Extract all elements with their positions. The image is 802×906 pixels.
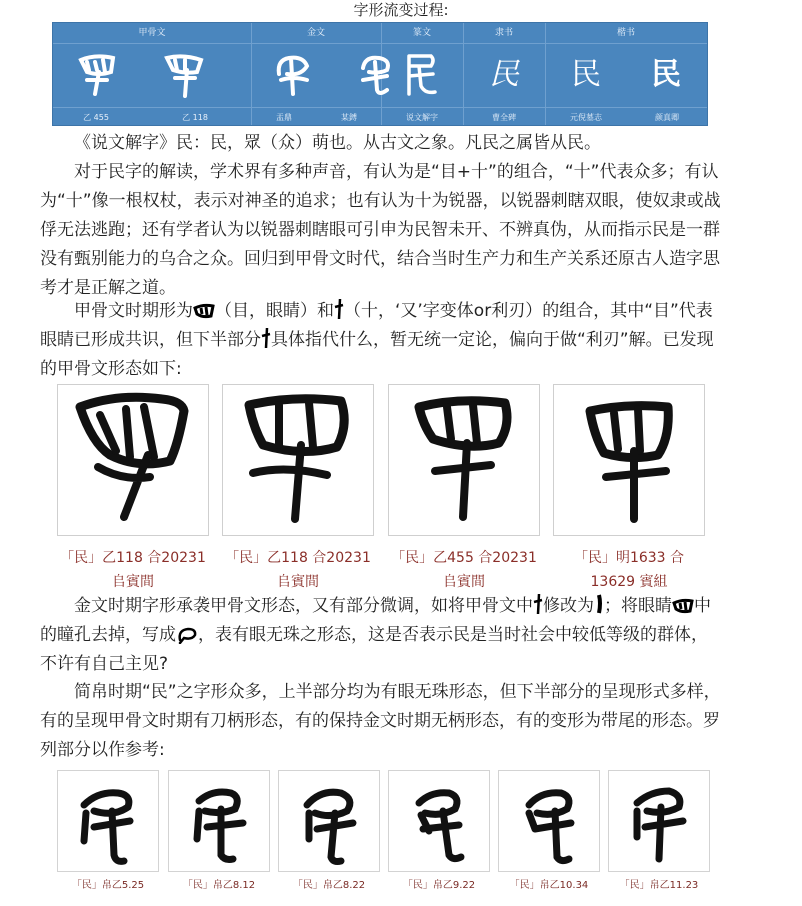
bamboo-glyph-2 — [169, 771, 269, 871]
bamboo-period-paragraph — [40, 678, 722, 765]
bamboo-caption: 「民」帛乙5.25 — [71, 880, 145, 891]
header-clerical: 隶书 — [494, 28, 513, 38]
bamboo-image — [278, 770, 380, 872]
bamboo-image — [498, 770, 600, 872]
blade-component-icon — [261, 327, 271, 349]
blade-component-icon — [334, 298, 344, 320]
evolution-source-row — [53, 107, 707, 127]
evolution-glyph-row — [53, 44, 707, 106]
header-regular: 楷书 — [616, 28, 635, 38]
oracle-image — [222, 384, 374, 536]
bamboo-glyph-3 — [279, 771, 379, 871]
bamboo-caption: 「民」帛乙10.34 — [509, 880, 589, 891]
oracle-form-2-glyph — [161, 50, 207, 100]
evolution-table — [52, 22, 708, 126]
oracle-caption-line: 13629 賓組 — [590, 574, 668, 590]
bamboo-caption: 「民」帛乙8.22 — [292, 880, 366, 891]
text-run: （目，眼睛）和 — [215, 301, 334, 321]
text-run: 具体指代什么，暂无统一定论，偏向于做“利刃”解。已发现的甲骨文形态如下: — [40, 330, 714, 379]
bamboo-image — [388, 770, 490, 872]
bamboo-glyph-4 — [389, 771, 489, 871]
header-oracle: 甲骨文 — [138, 28, 166, 38]
eye-component-icon — [672, 597, 694, 615]
text-run: 修改为 — [543, 596, 594, 616]
blade-component-icon — [533, 593, 543, 615]
source-label: 乙 118 — [182, 113, 208, 122]
bamboo-image — [57, 770, 159, 872]
oracle-caption-line: 「民」明1633 合 — [573, 550, 685, 566]
bamboo-period-text: 简帛时期“民”之字形众多，上半部分均为有眼无珠形态，但下半部分的呈现形式多样，有的呈现甲骨文时期有刀柄形态，有的保持金文时期无柄形态，有的变形为带尾的形态。罗列部分以作参考: — [40, 682, 721, 760]
text-run: 甲骨文时期形为 — [74, 301, 193, 321]
header-seal: 篆文 — [412, 28, 431, 38]
interpretation-text: 对于民字的解读，学术界有多种声音，有认为是“目+十”的组合，“十”代表众多；有认为“十”像一根权杖，表示对神圣的追求；也有认为十为锐器，以锐器刺瞎双眼，使奴隶或战俘无法逃跑；还有学者认为以锐器刺瞎眼可引申为民智未开、不辨真伪，从而指示民是一群没有甄别能力的乌合之众。回归到甲骨文时代，结合当时生产力和生产关系还原古人造字思考才是正解之道。 — [40, 162, 721, 298]
source-label: 某鎛 — [341, 113, 357, 122]
bamboo-caption: 「民」帛乙8.12 — [182, 880, 256, 891]
bronze-form-1-glyph — [271, 50, 317, 100]
source-label: 颜真卿 — [655, 113, 679, 122]
bamboo-glyph-6 — [609, 771, 709, 871]
source-label: 乙 455 — [83, 113, 109, 122]
oracle-caption-line: 「民」乙118 合20231 — [60, 550, 206, 566]
oracle-image — [553, 384, 705, 536]
shuowen-paragraph — [40, 129, 722, 158]
seal-form-glyph — [399, 50, 445, 100]
source-label: 说文解字 — [406, 113, 438, 122]
oracle-caption-line: 𠂤賓間 — [277, 574, 319, 590]
oracle-glyph-2 — [223, 385, 373, 535]
bamboo-glyph-1 — [58, 771, 158, 871]
bronze-period-paragraph — [40, 592, 722, 679]
regular-glyph-1: 民 — [571, 57, 601, 92]
source-label: 元倪墓志 — [570, 113, 602, 122]
oracle-caption-line: 𠂤賓間 — [112, 574, 154, 590]
text-run: 中的瞳孔去掉，写成 — [40, 596, 711, 645]
source-label: 盂鼎 — [276, 113, 292, 122]
oracle-glyph-3 — [389, 385, 539, 535]
oracle-caption-line: 𠂤賓間 — [443, 574, 485, 590]
oracle-image — [388, 384, 540, 536]
bamboo-caption: 「民」帛乙9.22 — [402, 880, 476, 891]
pupil-less-eye-icon — [176, 626, 198, 644]
oracle-caption — [213, 546, 383, 594]
bamboo-image — [168, 770, 270, 872]
header-bronze: 金文 — [306, 28, 325, 38]
interpretation-paragraph — [40, 158, 722, 303]
oracle-caption-line: 「民」乙118 合20231 — [225, 550, 371, 566]
text-run: 金文时期字形承袭甲骨文形态，又有部分微调，如将甲骨文中 — [74, 596, 533, 616]
bamboo-caption: 「民」帛乙11.23 — [619, 880, 699, 891]
text-run: （十，‘又’字变体or利刃）的组合，其中“目”代表眼睛已形成共识，但下半部分 — [40, 301, 713, 350]
bronze-form-2-glyph — [353, 50, 399, 100]
evolution-header-row — [53, 23, 707, 44]
text-run: ；将眼睛 — [604, 596, 672, 616]
oracle-glyph-4 — [554, 385, 704, 535]
text-run: ，表有眼无珠之形态，这是否表示民是当时社会中较低等级的群体，不许有自己主见? — [40, 625, 708, 674]
oracle-glyph-1 — [58, 385, 208, 535]
page-title: 字形流变过程: — [353, 1, 449, 19]
regular-glyph-2: 民 — [651, 57, 681, 92]
oracle-caption — [379, 546, 549, 594]
oracle-form-1-glyph — [75, 50, 121, 100]
bar-component-icon — [594, 593, 604, 615]
eye-component-icon — [193, 302, 215, 320]
oracle-image — [57, 384, 209, 536]
oracle-caption — [48, 546, 218, 594]
clerical-glyph: 民 — [489, 57, 519, 92]
oracle-caption-line: 「民」乙455 合20231 — [391, 550, 537, 566]
bamboo-image — [608, 770, 710, 872]
shuowen-text: 《说文解字》民：民，眾（众）萌也。从古文之象。凡民之属皆从民。 — [74, 133, 601, 153]
oracle-period-paragraph — [40, 297, 722, 384]
oracle-caption — [544, 546, 714, 594]
source-label: 曹全碑 — [492, 113, 516, 122]
bamboo-glyph-5 — [499, 771, 599, 871]
